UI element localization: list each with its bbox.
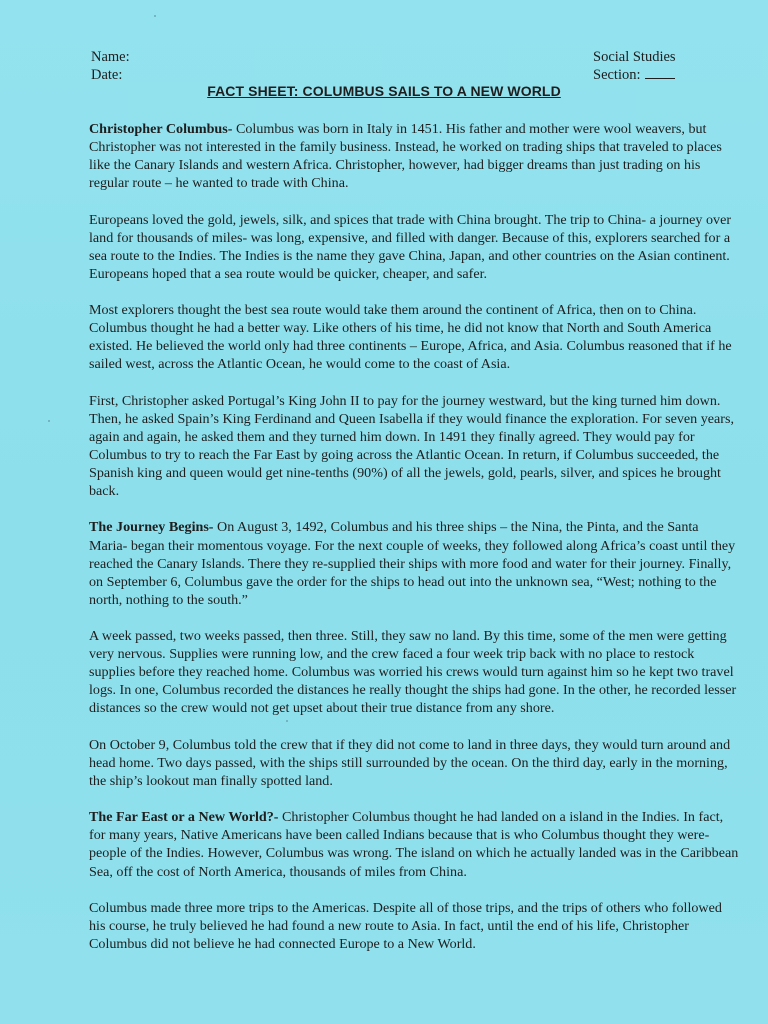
subject-label: Social Studies	[593, 49, 676, 65]
paragraph	[89, 518, 739, 608]
worksheet-header	[91, 48, 679, 84]
paragraph	[89, 736, 739, 790]
section-field	[593, 66, 679, 84]
paragraph-heading: The Journey Begins-	[89, 519, 214, 536]
scan-speck	[154, 15, 156, 17]
section-label: Section:	[593, 67, 641, 83]
paragraph-text: On August 3, 1492, Columbus and his three ships – the Nina, the Pinta, and the Santa Maria- began their momentous voyage. For the next couple of weeks, they followed along Africa’s coast until they reached the Canary Islands. There they re-supplied their ships with more food and water for their journey. Finally, on September 6, Columbus gave the order for the ships to head out into the unknown sea, “West; nothing to the north, nothing to the south.”	[89, 519, 736, 608]
paragraph	[89, 211, 739, 283]
page-title: FACT SHEET: COLUMBUS SAILS TO A NEW WORLD	[207, 83, 561, 99]
paragraph	[89, 899, 739, 953]
paragraph-text: First, Christopher asked Portugal’s King John II to pay for the journey westward, but the king turned him down. Then, he asked Spain’s King Ferdinand and Queen Isabella if they would finance the exploration. For seven years, again and again, he asked them and they turned him down. In 1491 they finally agreed. They would pay for Columbus to try to reach the Far East by going across the Atlantic Ocean. In return, if Columbus succeeded, the Spanish king and queen would get nine-tenths (90%) of all the jewels, gold, pearls, silver, and spices he brought back.	[89, 392, 734, 500]
name-label: Name:	[91, 49, 130, 65]
section-blank	[645, 66, 675, 79]
paragraph-heading: Christopher Columbus-	[89, 121, 233, 137]
header-row-2	[91, 66, 679, 84]
paragraph	[89, 301, 739, 373]
paragraph	[89, 627, 739, 717]
paragraph-heading: The Far East or a New World?-	[89, 809, 279, 826]
date-label: Date:	[91, 67, 123, 83]
paragraph-text: On October 9, Columbus told the crew that if they did not come to land in three days, they would turn around and head home. Two days passed, with the ships still surrounded by the ocean. On the third day, early in the morning, the ship’s lookout man finally spotted land.	[89, 736, 731, 789]
scan-speck	[286, 720, 288, 722]
paragraph-text: Columbus made three more trips to the Americas. Despite all of those trips, and the trips of others who followed his course, he truly believed he had found a new route to Asia. In fact, until the end of his life, Christopher Columbus did not believe he had connected Europe to a New World.	[89, 899, 722, 952]
paragraph	[89, 392, 739, 501]
paragraph-text: A week passed, two weeks passed, then three. Still, they saw no land. By this time, some of the men were getting very nervous. Supplies were running low, and the crew faced a four week trip back with no place to restock supplies before they reached home. Columbus was worried his crews would turn against him so he kept two travel logs. In one, Columbus recorded the distances he really thought the ships had gone. In the other, he recorded lesser distances so the crew would not get upset about their true distance from any shore.	[89, 628, 737, 717]
paragraph	[89, 808, 739, 880]
fact-sheet-body	[89, 120, 739, 971]
paragraph-text: Europeans loved the gold, jewels, silk, and spices that trade with China brought. The trip to China- a journey over land for thousands of miles- was long, expensive, and filled with danger. Because of this, explorers searched for a sea route to the Indies. The Indies is the name they gave China, Japan, and other countries on the Asian continent. Europeans hoped that a sea route would be quicker, cheaper, and safer.	[89, 211, 732, 282]
paragraph	[89, 120, 739, 192]
header-row-1	[91, 48, 679, 66]
paragraph-text: Columbus was born in Italy in 1451. His father and mother were wool weavers, but Christopher was not interested in the family business. Instead, he worked on trading ships that traveled to places like the Canary Islands and western Africa. Christopher, however, had bigger dreams than just trading on his regular route – he wanted to trade with China.	[89, 121, 722, 192]
paragraph-text: Most explorers thought the best sea route would take them around the continent of Africa, then on to China. Columbus thought he had a better way. Like others of his time, he did not know that North and South America existed. He believed the world only had three continents – Europe, Africa, and Asia. Columbus reasoned that if he sailed west, across the Atlantic Ocean, he would come to the coast of Asia.	[89, 302, 732, 373]
scan-speck	[48, 420, 50, 422]
paragraph-text: Christopher Columbus thought he had landed on a island in the Indies. In fact, for many years, Native Americans have been called Indians because that is who Columbus thought they were- people of the Indies. However, Columbus was wrong. The island on which he actually landed was in the Caribbean Sea, off the cost of North America, thousands of miles from China.	[89, 809, 739, 880]
